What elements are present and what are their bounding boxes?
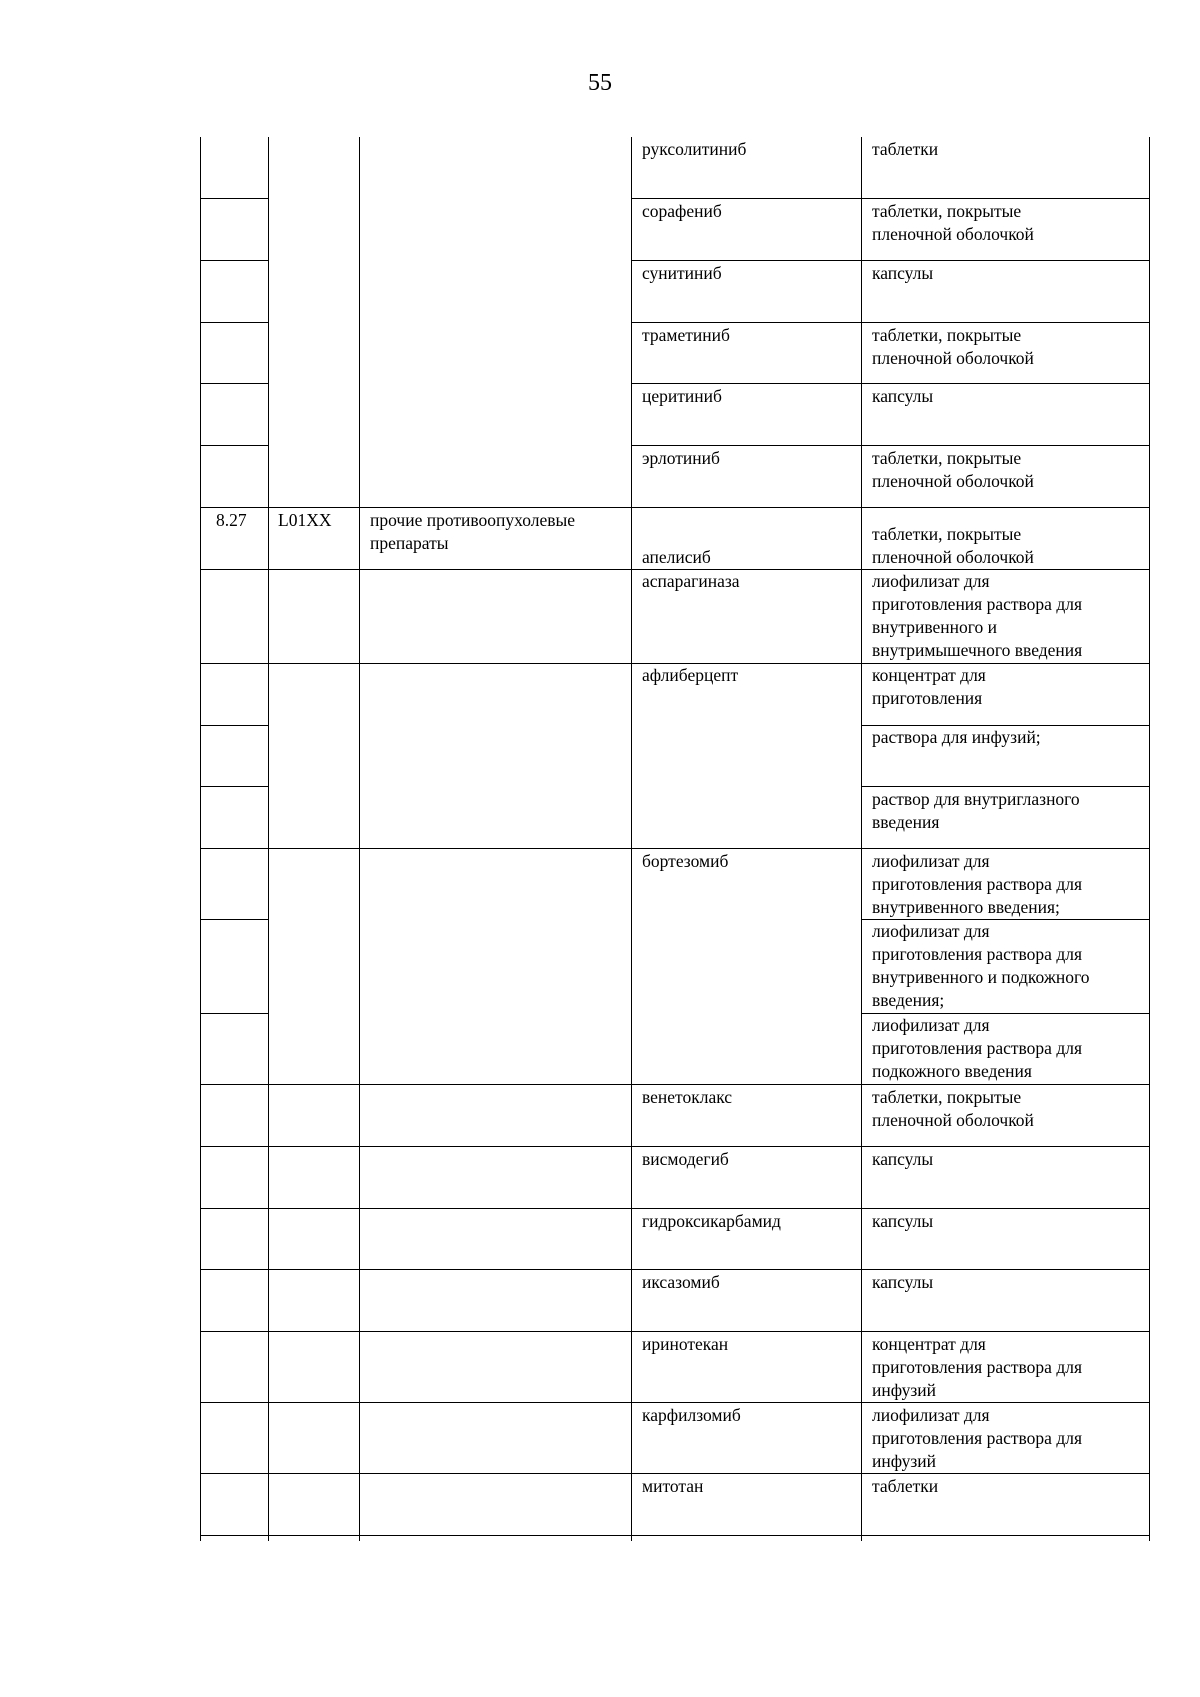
- dosage-form: лиофилизат для: [872, 851, 990, 871]
- dosage-form: капсулы: [872, 386, 934, 406]
- dosage-form: введения: [872, 812, 940, 832]
- drug-name: иксазомиб: [642, 1272, 720, 1292]
- dosage-form: капсулы: [872, 1211, 934, 1231]
- dosage-form: таблетки: [872, 1476, 939, 1496]
- drug-name: руксолитиниб: [642, 139, 747, 159]
- dosage-form: таблетки, покрытые: [872, 201, 1022, 221]
- row-line: [200, 1402, 1150, 1403]
- row-line: [200, 383, 269, 384]
- atc-code: L01XX: [278, 510, 332, 530]
- dosage-form: капсулы: [872, 1272, 934, 1292]
- drug-name: аспарагиназа: [642, 571, 740, 591]
- row-line: [200, 1013, 269, 1014]
- row-line: [200, 1331, 1150, 1332]
- dosage-form: приготовления раствора для: [872, 1357, 1082, 1377]
- drug-name: сунитиниб: [642, 263, 722, 283]
- page-number: 55: [588, 70, 612, 96]
- row-line: [200, 1473, 1150, 1474]
- dosage-form: таблетки, покрытые: [872, 325, 1022, 345]
- row-line: [200, 1146, 1150, 1147]
- row-line: [200, 445, 269, 446]
- drug-name: бортезомиб: [642, 851, 729, 871]
- row-line: [200, 198, 269, 199]
- drug-name: венетоклакс: [642, 1087, 733, 1107]
- dosage-form: лиофилизат для: [872, 1015, 990, 1035]
- row-line: [631, 383, 1150, 384]
- dosage-form: раствора для инфузий;: [872, 727, 1041, 747]
- dosage-form: внутривенного и: [872, 617, 997, 637]
- dosage-form: приготовления: [872, 688, 983, 708]
- dosage-form: приготовления раствора для: [872, 874, 1082, 894]
- drug-name: иринотекан: [642, 1334, 729, 1354]
- dosage-form: лиофилизат для: [872, 921, 990, 941]
- dosage-form: лиофилизат для: [872, 1405, 990, 1425]
- row-line: [200, 725, 269, 726]
- row-line: [631, 445, 1150, 446]
- dosage-form: капсулы: [872, 1149, 934, 1169]
- drug-name: висмодегиб: [642, 1149, 729, 1169]
- dosage-form: приготовления раствора для: [872, 1038, 1082, 1058]
- dosage-form: инфузий: [872, 1380, 937, 1400]
- dosage-form: пленочной оболочкой: [872, 1110, 1034, 1130]
- dosage-form: внутримышечного введения: [872, 640, 1083, 660]
- dosage-form: инфузий: [872, 1451, 937, 1471]
- row-line: [200, 1208, 1150, 1209]
- dosage-form: приготовления раствора для: [872, 944, 1082, 964]
- dosage-form: лиофилизат для: [872, 571, 990, 591]
- drug-name: сорафениб: [642, 201, 722, 221]
- dosage-form: раствор для внутриглазного: [872, 789, 1080, 809]
- dosage-form: внутривенного введения;: [872, 897, 1060, 917]
- drug-name: гидроксикарбамид: [642, 1211, 781, 1231]
- section-number: 8.27: [216, 510, 247, 530]
- dosage-form: приготовления раствора для: [872, 594, 1082, 614]
- row-line: [200, 322, 269, 323]
- dosage-form: капсулы: [872, 263, 934, 283]
- drug-name: церитиниб: [642, 386, 722, 406]
- group-name: препараты: [370, 533, 449, 553]
- dosage-form: концентрат для: [872, 665, 986, 685]
- drug-name: апелисиб: [642, 547, 711, 567]
- row-line: [200, 260, 269, 261]
- group-name: прочие противоопухолевые: [370, 510, 576, 530]
- dosage-form: пленочной оболочкой: [872, 547, 1034, 567]
- drug-name: карфилзомиб: [642, 1405, 741, 1425]
- dosage-form: приготовления раствора для: [872, 1428, 1082, 1448]
- row-line: [631, 322, 1150, 323]
- dosage-form: введения;: [872, 990, 945, 1010]
- dosage-form: пленочной оболочкой: [872, 224, 1034, 244]
- dosage-form: таблетки, покрытые: [872, 1087, 1022, 1107]
- dosage-form: внутривенного и подкожного: [872, 967, 1090, 987]
- table-bottom-line: [200, 1535, 1150, 1536]
- row-line: [200, 1269, 1150, 1270]
- dosage-form: пленочной оболочкой: [872, 471, 1034, 491]
- drug-name: траметиниб: [642, 325, 730, 345]
- row-line: [200, 919, 269, 920]
- dosage-form: подкожного введения: [872, 1061, 1032, 1081]
- row-line: [631, 198, 1150, 199]
- row-line: [200, 786, 269, 787]
- row-line: [861, 786, 1150, 787]
- dosage-form: пленочной оболочкой: [872, 348, 1034, 368]
- drug-name: эрлотиниб: [642, 448, 720, 468]
- dosage-form: таблетки, покрытые: [872, 524, 1022, 544]
- drug-name: афлиберцепт: [642, 665, 739, 685]
- row-line: [200, 848, 1150, 849]
- drug-name: митотан: [642, 1476, 704, 1496]
- dosage-form: концентрат для: [872, 1334, 986, 1354]
- row-line: [200, 507, 1150, 508]
- dosage-form: таблетки: [872, 139, 939, 159]
- dosage-form: таблетки, покрытые: [872, 448, 1022, 468]
- row-line: [200, 1084, 1150, 1085]
- row-line: [631, 260, 1150, 261]
